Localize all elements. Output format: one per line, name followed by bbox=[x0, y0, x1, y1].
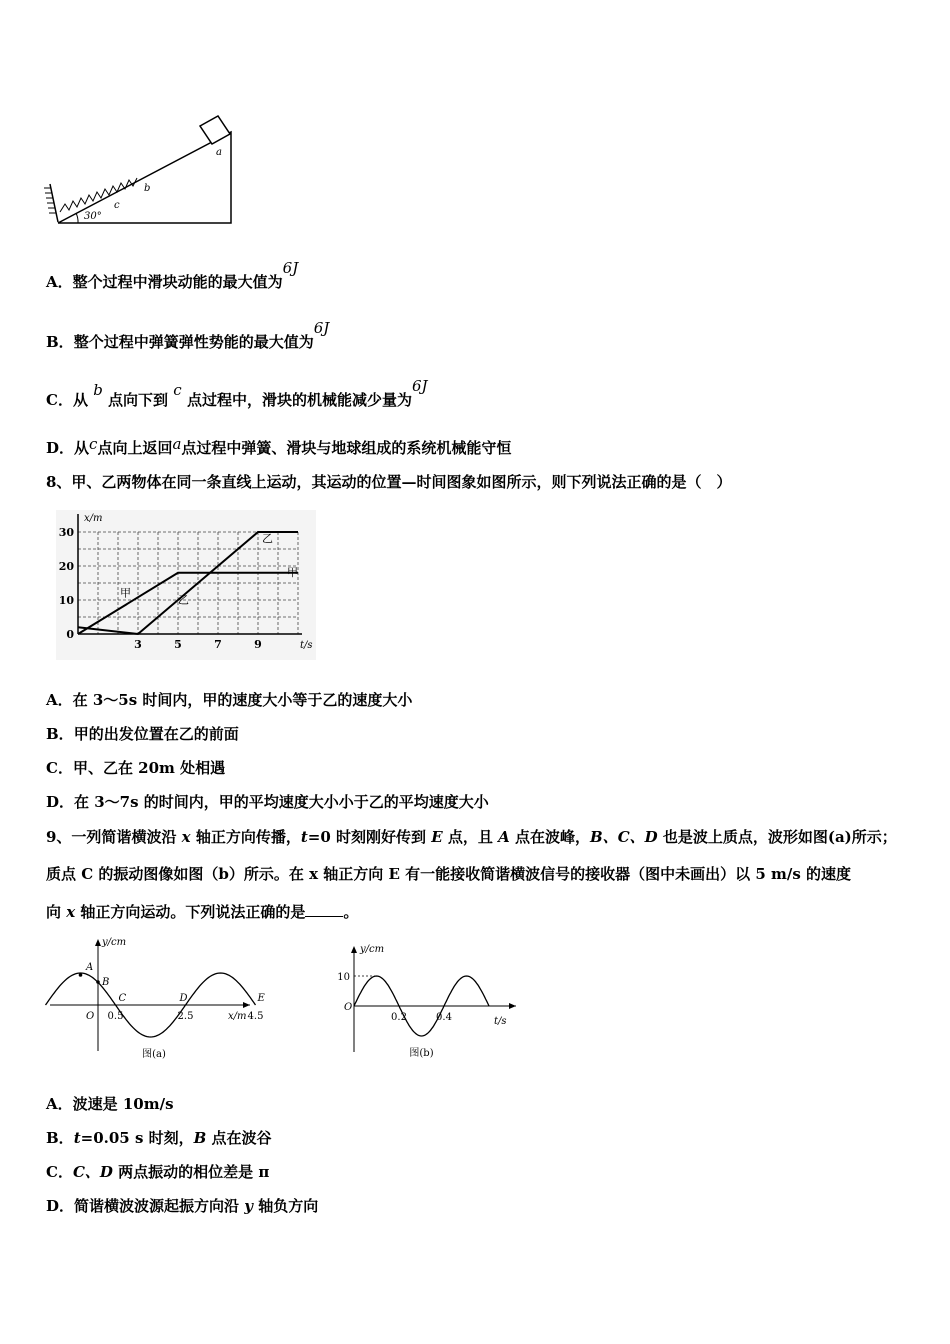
series-yi-label: 乙 bbox=[178, 593, 189, 607]
math-6j: 6J bbox=[411, 377, 428, 395]
x-tick-label: 7 bbox=[214, 638, 222, 651]
y-tick-label: 0 bbox=[66, 628, 74, 641]
t-axis-arrow bbox=[509, 1003, 516, 1009]
x-tick-label: 0.5 bbox=[107, 1011, 124, 1022]
x-axis-label: x/m bbox=[228, 1011, 247, 1022]
figure-caption: 图(b) bbox=[409, 1048, 434, 1059]
y-tick-label: 20 bbox=[58, 560, 74, 573]
t-axis-label: t/s bbox=[494, 1016, 507, 1027]
y-axis-label: y/cm bbox=[360, 944, 385, 955]
x-tick-label: 4.5 bbox=[247, 1011, 264, 1022]
q8-stem: 8、甲、乙两物体在同一条直线上运动，其运动的位置—时间图象如图所示，则下列说法正确的是（ ） bbox=[46, 473, 732, 491]
q9-option-a: A．波速是 10m/s bbox=[46, 1095, 174, 1113]
point-a-marker bbox=[79, 973, 83, 977]
point-e-label: E bbox=[257, 993, 265, 1004]
y-axis-label: x/m bbox=[84, 513, 103, 524]
answer-blank bbox=[305, 902, 343, 917]
series-yi-end-label: 乙 bbox=[262, 532, 273, 546]
q8-option-d: D．在 3～7s 的时间内，甲的平均速度大小小于乙的平均速度大小 bbox=[46, 793, 489, 811]
t-tick-label: 0.4 bbox=[436, 1012, 452, 1023]
x-tick-label: 2.5 bbox=[177, 1011, 194, 1022]
xt-chart bbox=[56, 510, 316, 660]
point-b-label: b bbox=[144, 183, 151, 194]
q8-option-b: B．甲的出发位置在乙的前面 bbox=[46, 725, 239, 743]
x-axis-arrow bbox=[243, 1002, 250, 1008]
point-c-label: C bbox=[118, 993, 127, 1004]
point-a-label: a bbox=[216, 147, 222, 158]
q7-option-c: C．从 b 点向下到 c 点过程中，滑块的机械能减少量为6J bbox=[46, 377, 428, 409]
origin-label: O bbox=[86, 1011, 95, 1022]
point-d-label: D bbox=[179, 993, 188, 1004]
y-tick-label: 10 bbox=[58, 594, 74, 607]
x-tick-label: 5 bbox=[174, 638, 182, 651]
figure-caption: 图(a) bbox=[142, 1049, 166, 1060]
x-tick-label: 9 bbox=[254, 638, 262, 651]
origin-label: O bbox=[344, 1002, 353, 1013]
q7-option-d: D．从c点向上返回a点过程中弹簧、滑块与地球组成的系统机械能守恒 bbox=[46, 435, 512, 457]
y-tick-label: 30 bbox=[58, 526, 74, 539]
series-jia-end-label: 甲 bbox=[287, 566, 298, 580]
q8-option-a: A．在 3～5s 时间内，甲的速度大小等于乙的速度大小 bbox=[46, 691, 413, 709]
q7-option-a: A．整个过程中滑块动能的最大值为6J bbox=[46, 259, 299, 291]
y-axis-label: y/cm bbox=[102, 937, 127, 948]
y-axis-arrow bbox=[95, 939, 101, 946]
q8-option-c: C．甲、乙在 20m 处相遇 bbox=[46, 759, 226, 777]
series-jia-label: 甲 bbox=[120, 586, 131, 600]
point-c-label: c bbox=[114, 200, 120, 211]
y-tick-label: 10 bbox=[337, 972, 350, 983]
math-6j: 6J bbox=[282, 259, 299, 277]
q9-stem-line1: 9、一列简谐横波沿 x 轴正方向传播，t=0 时刻刚好传到 E 点，且 A 点在波峰，B、C、D 也是波上质点，波形如图(a)所示； bbox=[46, 828, 897, 846]
q9-stem-line2: 质点 C 的振动图像如图（b）所示。在 x 轴正方向 E 有一能接收简谐横波信号的接收器（图中未画出）以 5 m/s 的速度 bbox=[46, 865, 852, 883]
incline-figure bbox=[40, 112, 240, 230]
q9-option-c: C．C、D 两点振动的相位差是 π bbox=[46, 1163, 270, 1181]
y-axis-arrow bbox=[351, 946, 357, 953]
q9-option-d: D．简谐横波波源起振方向沿 y 轴负方向 bbox=[46, 1197, 319, 1215]
point-b-label: B bbox=[102, 977, 110, 988]
point-b-marker bbox=[96, 980, 100, 984]
math-6j: 6J bbox=[313, 319, 330, 337]
t-tick-label: 0.2 bbox=[391, 1012, 407, 1023]
x-tick-label: 3 bbox=[134, 638, 142, 651]
q9-stem-line3: 向 x 轴正方向运动。下列说法正确的是 。 bbox=[46, 903, 359, 921]
x-axis-label: t/s bbox=[300, 640, 313, 651]
point-a-label: A bbox=[86, 962, 94, 973]
wave-chart-a bbox=[46, 935, 265, 1065]
q9-option-b: B．t=0.05 s 时刻，B 点在波谷 bbox=[46, 1129, 272, 1147]
wave-chart-b bbox=[332, 940, 522, 1065]
q7-option-b: B．整个过程中弹簧弹性势能的最大值为6J bbox=[46, 319, 330, 351]
angle-label: 30° bbox=[84, 211, 102, 222]
